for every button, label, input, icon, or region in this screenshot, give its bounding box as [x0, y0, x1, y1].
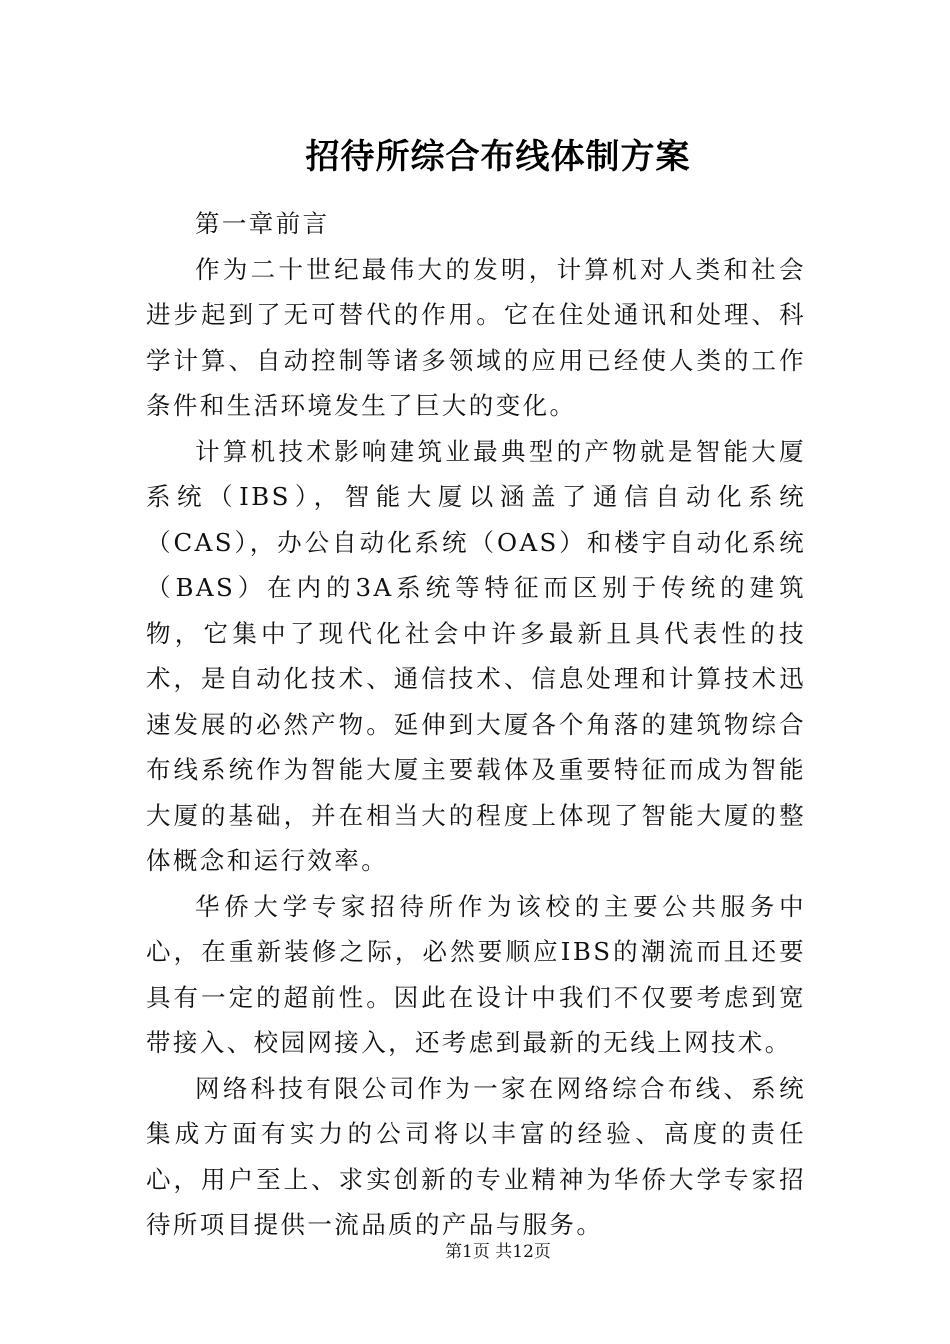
paragraph: 计算机技术影响建筑业最典型的产物就是智能大厦系统（IBS），智能大厦以涵盖了通信自动化系统（CAS），办公自动化系统（OAS）和楼宇自动化系统（BAS）在内的3A系统等特征而区别于传统的建筑物，它集中了现代化社会中许多最新且具代表性的技术，是自动化技术、通信技术、信息处理和计算技术迅速发展的必然产物。延伸到大厦各个角落的建筑物综合布线系统作为智能大厦主要载体及重要特征而成为智能大厦的基础，并在相当大的程度上体现了智能大厦的整体概念和运行效率。: [146, 436, 806, 875]
paragraph: 华侨大学专家招待所作为该校的主要公共服务中心，在重新装修之际，必然要顺应IBS的潮流而且还要具有一定的超前性。因此在设计中我们不仅要考虑到宽带接入、校园网接入，还考虑到最新的无线上网技术。: [146, 891, 806, 1057]
document-title: 招待所综合布线体制方案: [305, 137, 691, 177]
paragraph: 网络科技有限公司作为一家在网络综合布线、系统集成方面有实力的公司将以丰富的经验、高度的责任心，用户至上、求实创新的专业精神为华侨大学专家招待所项目提供一流品质的产品与服务。: [146, 1073, 806, 1239]
chapter-heading: 第一章前言: [195, 209, 330, 238]
paragraph: 作为二十世纪最伟大的发明，计算机对人类和社会进步起到了无可替代的作用。它在住处通讯和处理、科学计算、自动控制等诸多领域的应用已经使人类的工作条件和生活环境发生了巨大的变化。: [146, 254, 806, 420]
page-footer: 第1页 共12页: [445, 1242, 551, 1262]
document-body: [146, 201, 806, 1248]
